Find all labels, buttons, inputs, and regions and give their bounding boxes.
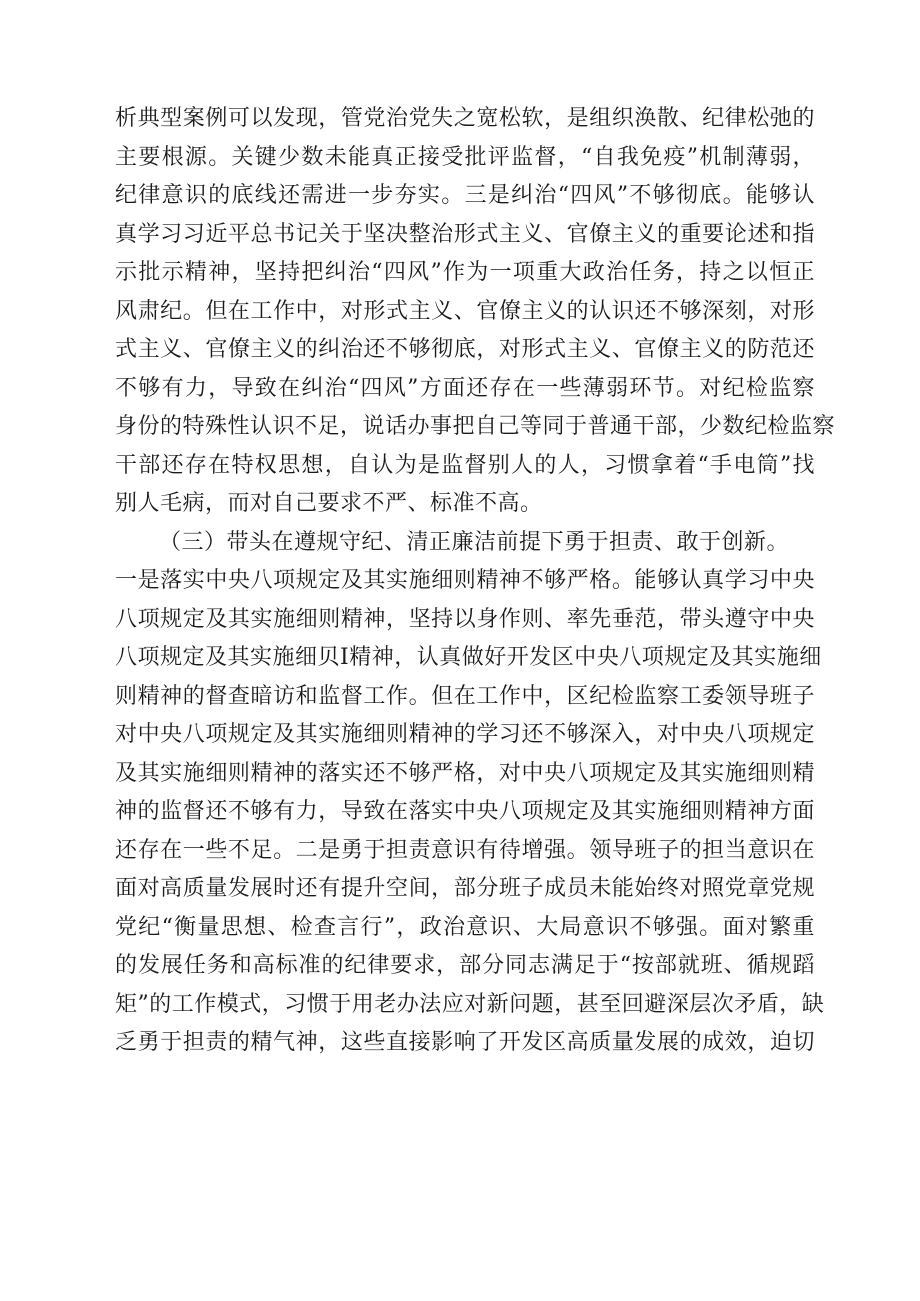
text-line: 神的监督还不够有力，导致在落实中央八项规定及其实施细则精神方面 bbox=[115, 799, 815, 824]
text-line: 真学习习近平总书记关于坚决整治形式主义、官僚主义的重要论述和指 bbox=[115, 221, 815, 247]
text-line: 及其实施细则精神的落实还不够严格，对中央八项规定及其实施细则精 bbox=[115, 760, 815, 786]
text-line: 还存在一些不足。二是勇于担责意识有待增强。领导班子的担当意识在 bbox=[115, 837, 815, 863]
text-line: 纪律意识的底线还需进一步夯实。三是纠治“四风”不够彻底。能够认 bbox=[115, 183, 815, 208]
text-line: 面对高质量发展时还有提升空间，部分班子成员未能始终对照党章党规 bbox=[115, 876, 815, 901]
text-line: 则精神的督查暗访和监督工作。但在工作中，区纪检监察工委领导班子 bbox=[115, 683, 815, 709]
section-heading: （三）带头在遵规守纪、清正廉洁前提下勇于担责、敢于创新。 bbox=[159, 529, 790, 555]
text-line: 乏勇于担责的精气神，这些直接影响了开发区高质量发展的成效，迫切 bbox=[115, 1030, 815, 1055]
text-line: 主要根源。关键少数未能真正接受批评监督，“自我免疫”机制薄弱， bbox=[115, 144, 815, 170]
text-line: 风肃纪。但在工作中，对形式主义、官僚主义的认识还不够深刻，对形 bbox=[115, 298, 815, 324]
document-body bbox=[115, 100, 836, 1063]
text-line: 一是落实中央八项规定及其实施细则精神不够严格。能够认真学习中央 bbox=[115, 568, 815, 593]
text-line: 身份的特殊性认识不足，说话办事把自己等同于普通干部，少数纪检监察 bbox=[115, 414, 836, 439]
text-line: 析典型案例可以发现，管党治党失之宽松软，是组织涣散、纪律松弛的 bbox=[115, 106, 815, 131]
text-line: 式主义、官僚主义的纠治还不够彻底，对形式主义、官僚主义的防范还 bbox=[115, 337, 815, 362]
text-line: 党纪“衡量思想、检查言行”，政治意识、大局意识不够强。面对繁重 bbox=[115, 914, 815, 940]
text-line: 的发展任务和高标准的纪律要求，部分同志满足于“按部就班、循规蹈 bbox=[115, 953, 815, 978]
text-line: 示批示精神，坚持把纠治“四风”作为一项重大政治任务，持之以恒正 bbox=[115, 260, 815, 285]
text-line: 干部还存在特权思想，自认为是监督别人的人，习惯拿着“手电筒”找 bbox=[115, 452, 815, 478]
text-line: 八项规定及其实施细则精神，坚持以身作则、率先垂范，带头遵守中央 bbox=[115, 606, 815, 632]
text-line: 八项规定及其实施细贝I精神，认真做好开发区中央八项规定及其实施细 bbox=[115, 645, 822, 670]
text-line: 矩”的工作模式，习惯于用老办法应对新问题，甚至回避深层次矛盾，缺 bbox=[115, 991, 825, 1017]
text-line: 不够有力，导致在纠治“四风”方面还存在一些薄弱环节。对纪检监察 bbox=[115, 375, 815, 401]
text-line: 对中央八项规定及其实施细则精神的学习还不够深入，对中央八项规定 bbox=[115, 722, 815, 747]
text-line: 别人毛病，而对自己要求不严、标准不高。 bbox=[115, 491, 543, 516]
